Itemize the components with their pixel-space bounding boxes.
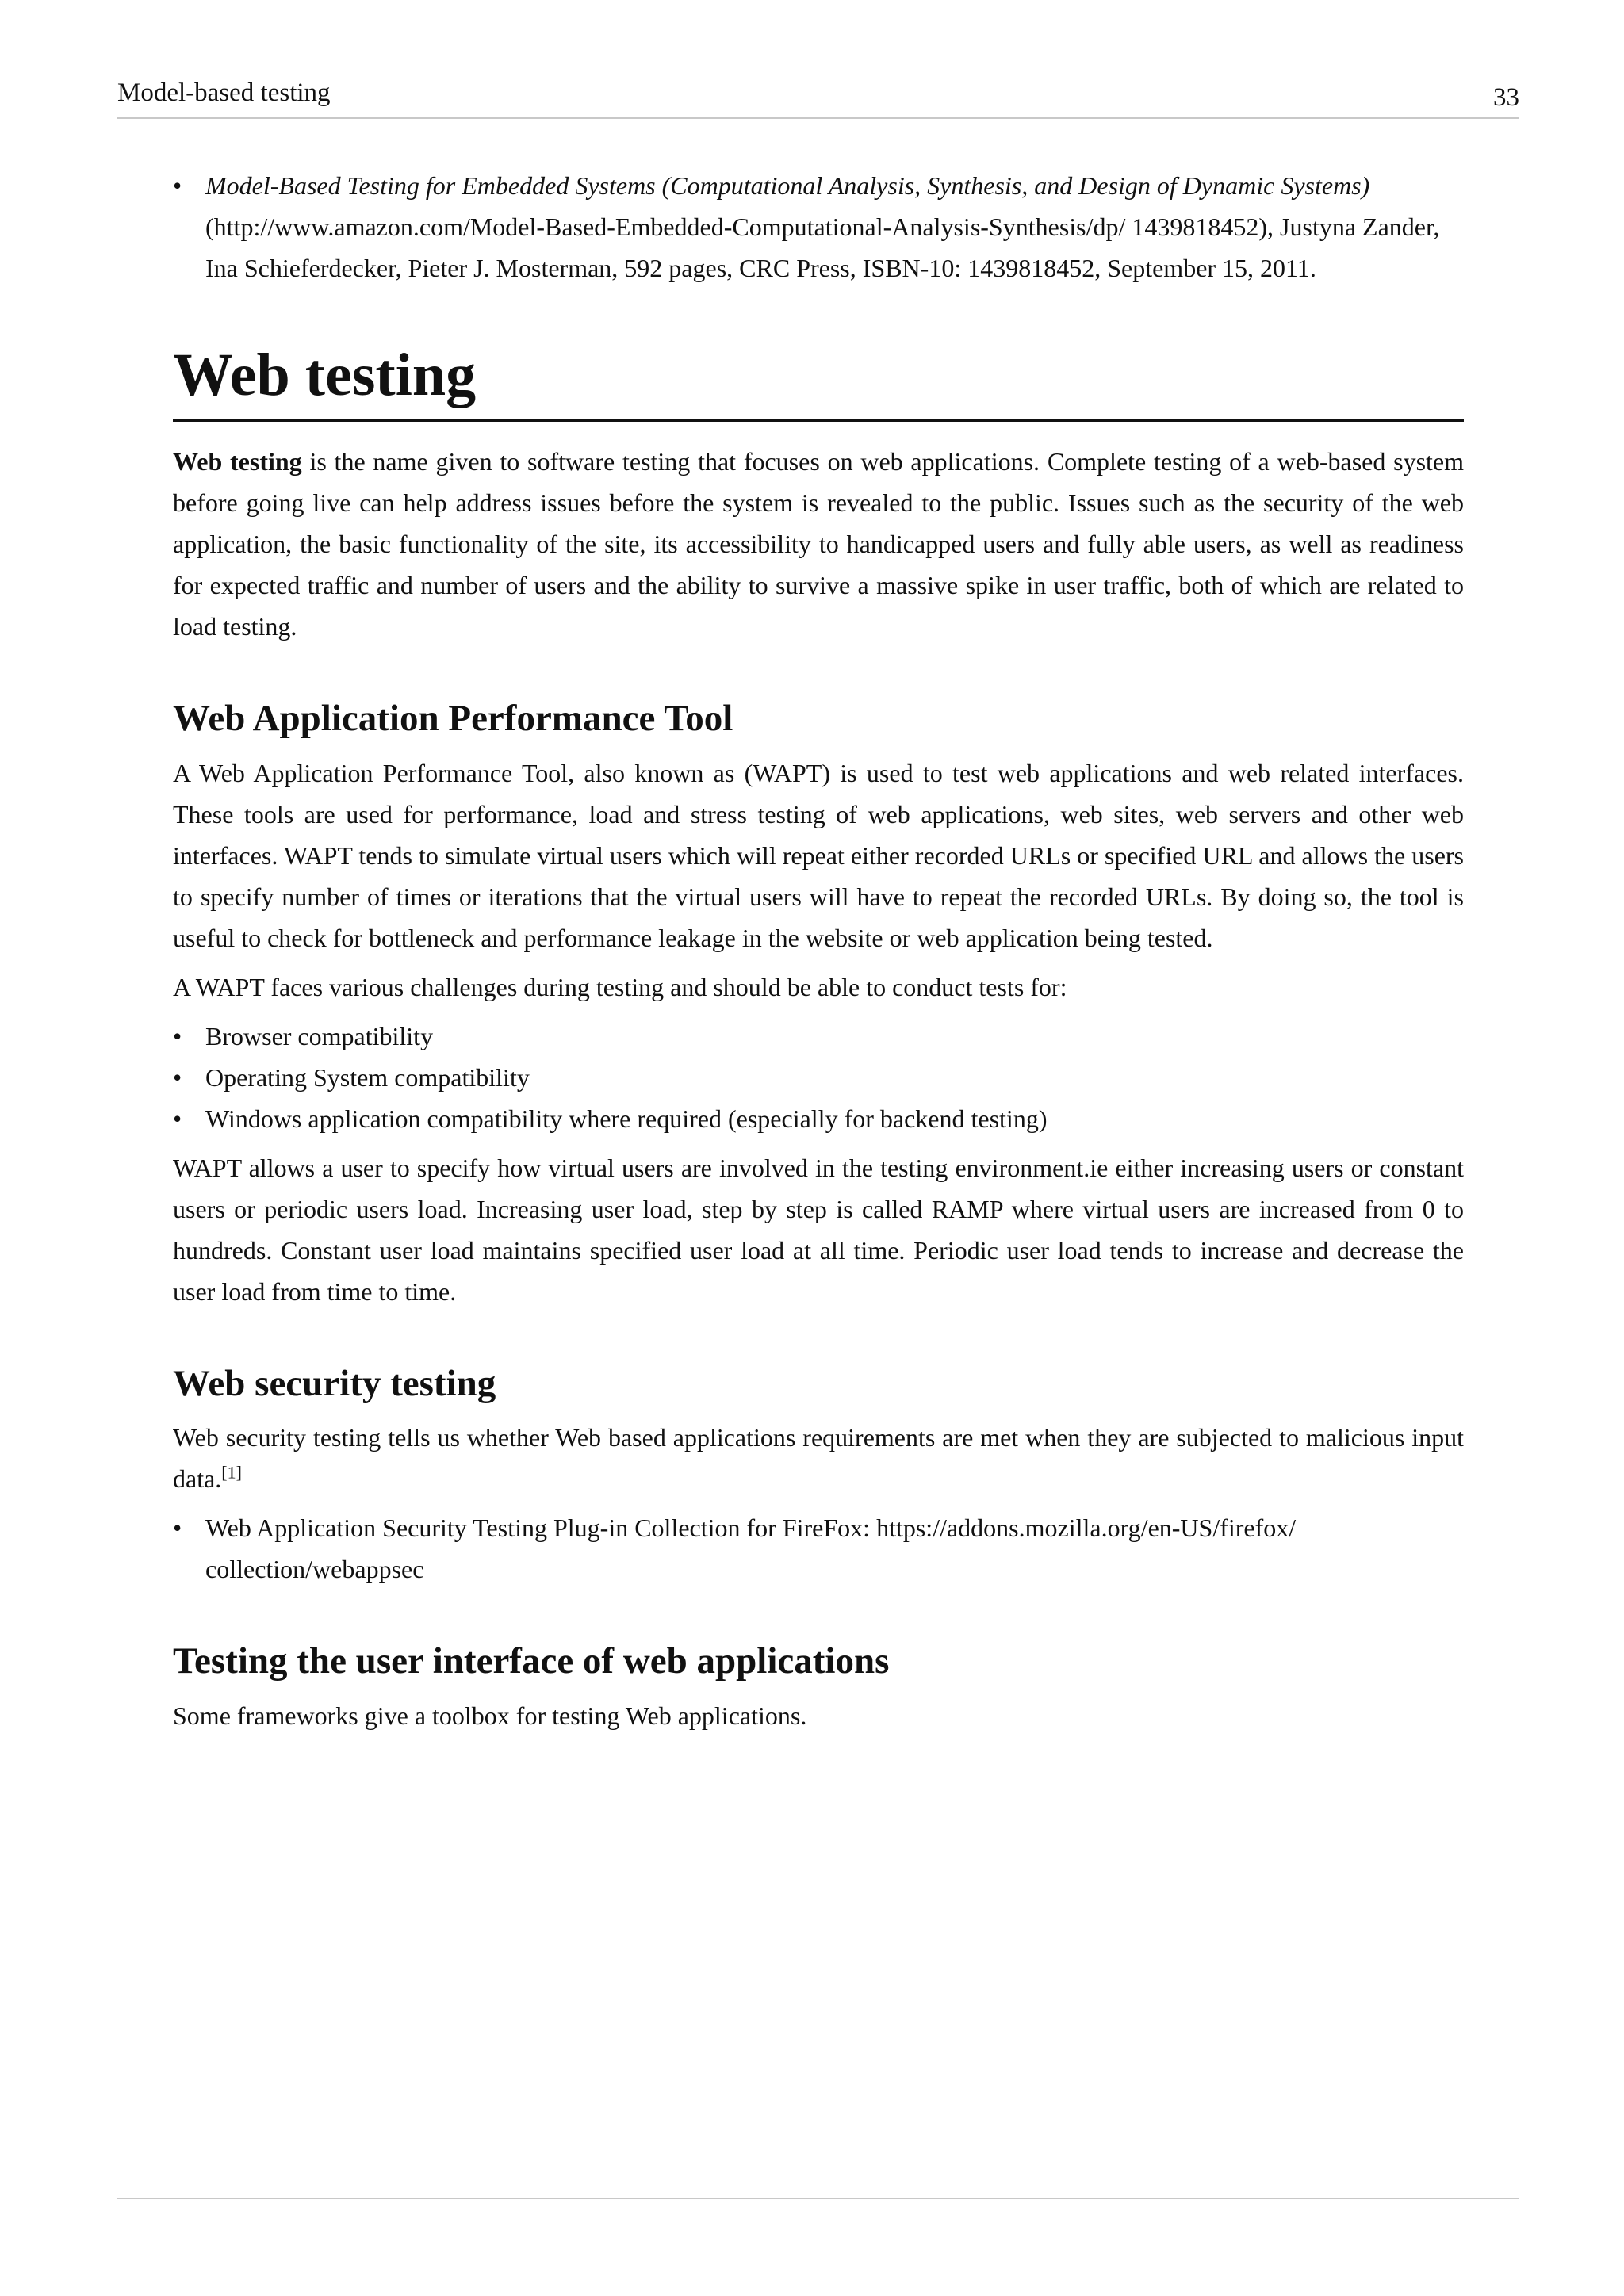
list-item: • Browser compatibility: [173, 1016, 1464, 1057]
page-content: [173, 165, 1464, 1736]
section-heading-ui-testing: Testing the user interface of web applications: [173, 1640, 890, 1682]
page-number: 33: [1493, 83, 1519, 112]
wapt-paragraph-2: A WAPT faces various challenges during testing and should be able to conduct tests for:: [173, 972, 1067, 1001]
ui-testing-paragraph: Some frameworks give a toolbox for testing Web applications.: [173, 1701, 807, 1730]
citation-link[interactable]: [1]: [221, 1462, 242, 1483]
running-header: [117, 78, 1519, 119]
intro-paragraph: [173, 441, 1464, 647]
wapt-paragraph-3: WAPT allows a user to specify how virtual users are involved in the testing environment.ie either increasing users or constant users or periodic users load. Increasing user load, step by step is called RAMP where virtual users are increased from 0 to hundreds. Constant user load maintains specified user load at all time. Periodic user load tends to increase and decrease the user load from time to time.: [173, 1153, 1464, 1306]
reference-book-title: Model-Based Testing for Embedded Systems (Computational Analysis, Synthesis, and Design of Dynamic Systems): [205, 171, 1370, 200]
reference-list: [173, 165, 1464, 289]
wapt-challenges-list: [173, 1016, 1464, 1139]
list-item: • Windows application compatibility where required (especially for backend testing): [173, 1098, 1464, 1139]
security-text: Web security testing tells us whether Web based applications requirements are met when they are subjected to malicious input data.: [173, 1423, 1464, 1494]
reference-details: (http://www.amazon.com/Model-Based-Embedded-Computational-Analysis-Synthesis/dp/ 1439818452), Justyna Zander, Ina Schieferdecker, Pieter J. Mosterman, 592 pages, CRC Press, ISBN-10: 1439818452, September 15, 2011.: [205, 212, 1440, 282]
footer-rule: [117, 2198, 1519, 2199]
list-item: • Operating System compatibility: [173, 1057, 1464, 1098]
security-paragraph: [173, 1417, 1464, 1499]
running-header-title: Model-based testing: [117, 78, 331, 107]
intro-bold-term: Web testing: [173, 447, 302, 476]
security-list: [173, 1507, 1464, 1590]
section-heading-security: Web security testing: [173, 1362, 496, 1404]
article-title: Web testing: [173, 341, 1464, 422]
section-heading-wapt: Web Application Performance Tool: [173, 698, 733, 740]
wapt-paragraph-1: A Web Application Performance Tool, also known as (WAPT) is used to test web applications and web related interfaces. These tools are used for performance, load and stress testing of web applications, web sites, web servers and other web interfaces. WAPT tends to simulate virtual users which will repeat either recorded URLs or specified URL and allows the users to specify number of times or iterations that the virtual users will have to repeat the recorded URLs. By doing so, the tool is useful to check for bottleneck and performance leakage in the website or web application being tested.: [173, 758, 1464, 952]
reference-item: [173, 165, 1464, 289]
intro-text: is the name given to software testing that focuses on web applications. Complete testing of a web-based system before going live can help address issues before the system is revealed to the public. Issues such as the security of the web application, the basic functionality of the site, its accessibility to handicapped users and fully able users, as well as readiness for expected traffic and number of users and the ability to survive a massive spike in user traffic, both of which are related to load testing.: [173, 447, 1465, 641]
list-item: • Web Application Security Testing Plug-in Collection for FireFox: https://addons.mozilla.org/en-US/firefox/ collection/webappsec: [173, 1507, 1464, 1590]
